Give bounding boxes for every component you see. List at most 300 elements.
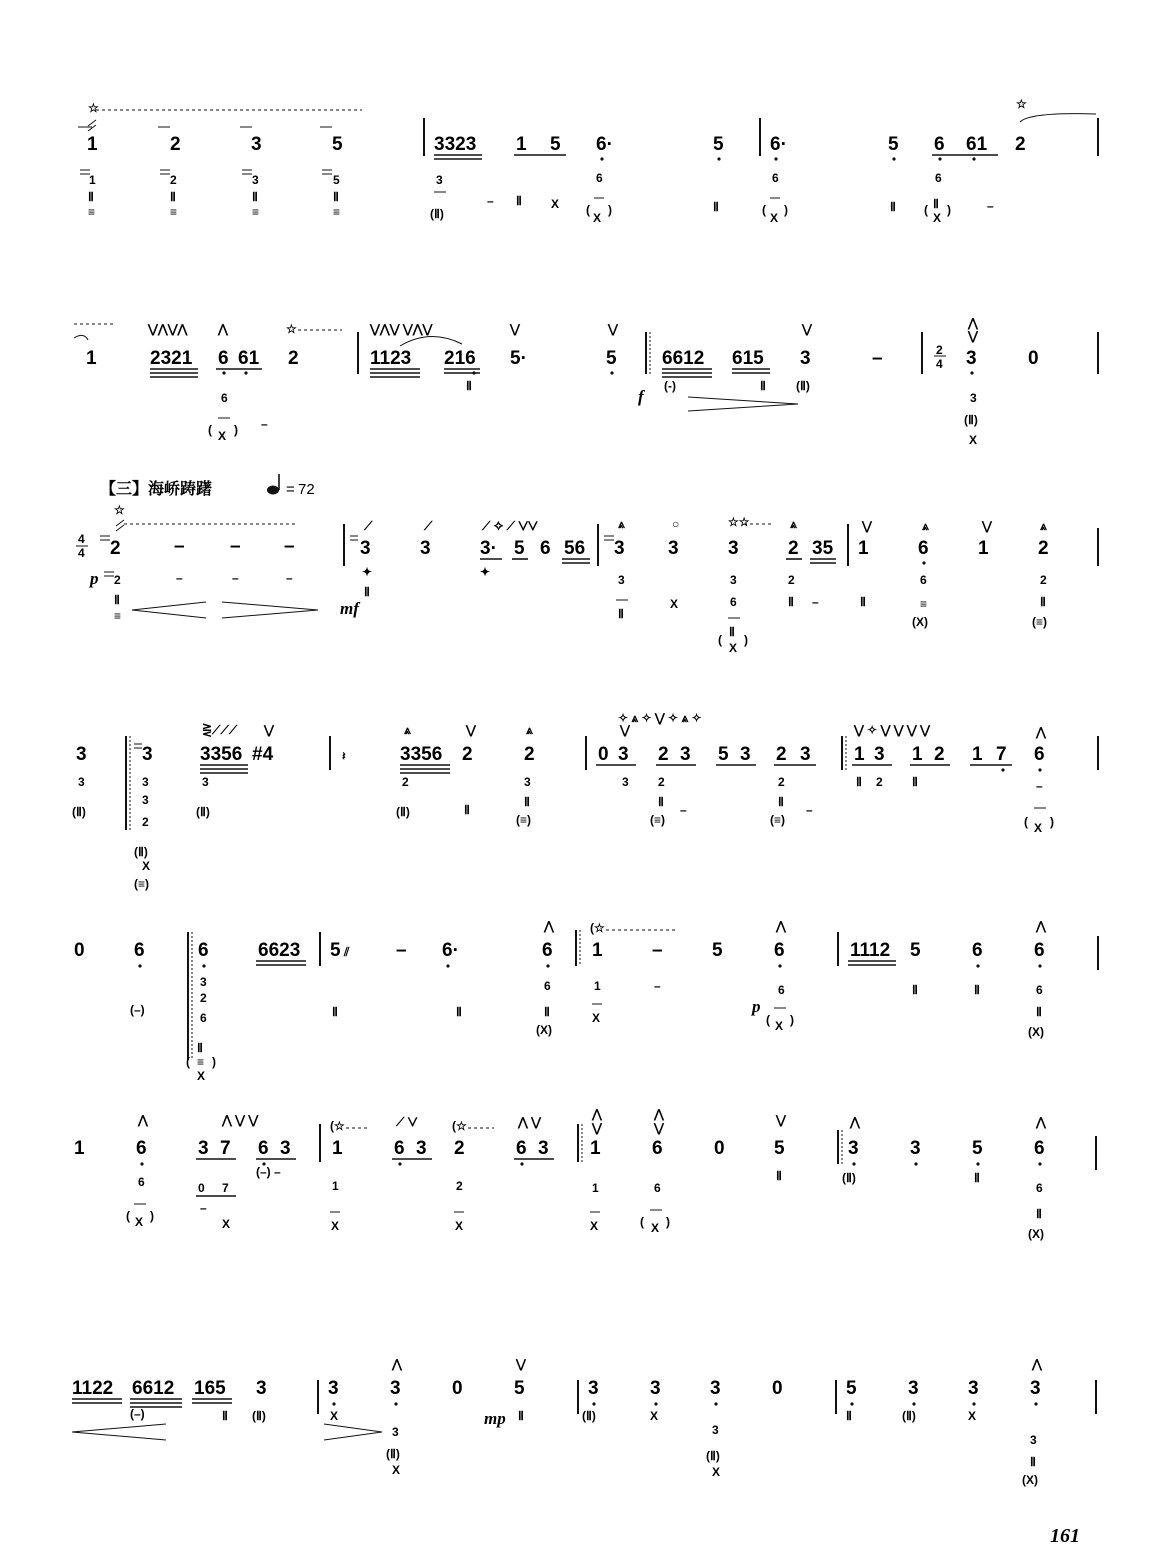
note: 6· <box>770 134 787 155</box>
score-mark: X <box>592 1011 601 1025</box>
score-line-mark <box>600 157 603 160</box>
note: 6 <box>134 940 145 961</box>
score-mark: ≡ <box>252 205 260 219</box>
score-mark: X <box>712 1465 721 1479</box>
page-number: 161 <box>1050 1525 1080 1547</box>
score-mark: ⋀ <box>592 1107 602 1121</box>
score-mark: X <box>330 1409 339 1423</box>
note: 5 <box>774 1138 785 1159</box>
score-mark: X <box>142 859 151 873</box>
score-mark: 6 <box>1036 983 1043 997</box>
score-mark: 3 <box>622 775 629 789</box>
score-mark: Ⅱ <box>1040 595 1046 609</box>
note: 1123 <box>370 348 412 369</box>
score-line-mark <box>116 520 124 531</box>
note: 5 <box>330 940 341 961</box>
score-mark: 2 <box>876 775 883 789</box>
note: 3 <box>910 1138 921 1159</box>
note: 3 <box>588 1378 599 1399</box>
note: 3 <box>420 538 431 559</box>
score-mark: ⩓ <box>922 519 929 533</box>
score-line-mark <box>398 1162 401 1165</box>
score-mark: 4 <box>78 532 85 546</box>
score-mark: ( <box>762 203 766 217</box>
score-line-mark <box>610 371 613 374</box>
note: 0 <box>1028 348 1039 369</box>
score-line-mark <box>778 964 781 967</box>
score-mark: ) <box>150 1209 154 1223</box>
score-mark: – <box>654 979 661 993</box>
note: 2 <box>462 744 473 765</box>
score-mark: ⋀ <box>654 1107 664 1121</box>
score-mark: 2 <box>200 991 207 1005</box>
score-mark: Ⅱ <box>170 190 176 204</box>
score-mark: ⋀ <box>850 1115 860 1129</box>
note: 1122 <box>72 1378 114 1399</box>
note: – <box>284 536 295 557</box>
score-mark: (Ⅱ) <box>396 805 410 819</box>
score-mark: 3 <box>730 573 737 587</box>
note: 3· <box>480 538 497 559</box>
score-mark: X <box>590 1219 599 1233</box>
note: 61 <box>966 134 988 155</box>
note: 35 <box>812 538 834 559</box>
score-mark: ⟋ ⋁ <box>396 1115 418 1129</box>
score-mark: 3 <box>1030 1433 1037 1447</box>
score-mark: 3 <box>436 173 443 187</box>
score-mark: ⋀ <box>1036 725 1046 739</box>
score-mark: 4 <box>936 357 943 371</box>
score-mark: ✧ ⩓ ✧ ⋁ ✧ ⩓ ✧ <box>618 711 702 725</box>
note: 615 <box>732 348 764 369</box>
score-mark: 5 <box>333 173 340 187</box>
score-mark: (≡) <box>770 813 785 827</box>
score-line-mark <box>976 964 979 967</box>
note: 6 <box>918 538 929 559</box>
score-mark: ) <box>608 203 612 217</box>
score-mark: ⋀ <box>544 919 554 933</box>
score-mark: ⟋ <box>424 519 433 533</box>
score-mark: 1 <box>594 979 601 993</box>
score-mark: Ⅱ <box>1036 1207 1042 1221</box>
score-mark: ⋁ <box>776 1113 786 1127</box>
note: 5 <box>713 134 724 155</box>
score-mark: ( <box>126 1209 130 1223</box>
score-mark: Ⅱ <box>197 1041 203 1055</box>
note: 2 <box>170 134 181 155</box>
note: 5 <box>712 940 723 961</box>
score-mark: Ⅱ <box>713 200 719 214</box>
note: 3 <box>538 1138 549 1159</box>
score-line-mark <box>970 371 973 374</box>
score-line-mark <box>1038 964 1041 967</box>
score-mark: – <box>232 571 239 585</box>
score-mark: X <box>551 197 560 211</box>
score-mark: ( <box>186 1055 190 1069</box>
score-mark: ( <box>718 633 722 647</box>
score-mark: ☆ <box>114 503 125 517</box>
score-mark: ⋀ <box>1032 1357 1042 1371</box>
note: 6 <box>258 1138 269 1159</box>
score-mark: ( <box>1024 815 1028 829</box>
score-mark: ) <box>666 1215 670 1229</box>
note: 3 <box>966 348 977 369</box>
note: #4 <box>252 744 274 765</box>
score-mark: (Ⅱ) <box>796 379 810 393</box>
score-mark: 7 <box>222 1181 229 1195</box>
score-mark: Ⅱ <box>760 379 766 393</box>
score-mark: ( <box>640 1215 644 1229</box>
score-mark: – <box>487 194 494 208</box>
score-line-mark <box>688 397 798 411</box>
score-mark: ( <box>208 423 212 437</box>
note: 2321 <box>150 348 193 369</box>
score-mark: (Ⅱ) <box>430 207 444 221</box>
score-line-mark <box>222 602 318 618</box>
score-line-mark <box>774 157 777 160</box>
score-mark: (☆ <box>330 1119 345 1133</box>
note: 5 <box>910 940 921 961</box>
note: 2 <box>658 744 669 765</box>
score-mark: 6 <box>1036 1181 1043 1195</box>
note: 7 <box>220 1138 231 1159</box>
score-line-mark <box>922 561 925 564</box>
score-mark: ⟋ <box>364 519 373 533</box>
score-mark: X <box>650 1409 659 1423</box>
note: 3 <box>668 538 679 559</box>
score-line-mark <box>1038 1162 1041 1165</box>
score-mark: 6 <box>200 1011 207 1025</box>
score-mark: – <box>261 417 268 431</box>
score-mark: Ⅱ <box>776 1169 782 1183</box>
note: 3 <box>198 1138 209 1159</box>
note-group: 3323 <box>434 134 477 155</box>
score-mark: ( <box>924 203 928 217</box>
score-mark: ⩓ <box>404 723 411 737</box>
note: 6 <box>394 1138 405 1159</box>
score-mark: ) <box>784 203 788 217</box>
score-mark: p <box>90 569 99 588</box>
score-mark: ) <box>234 423 238 437</box>
score-mark: f <box>638 387 644 406</box>
note: 1112 <box>850 940 891 961</box>
score-mark: ⋁ <box>620 723 630 737</box>
note: 61 <box>238 348 260 369</box>
score-line-mark <box>972 1402 975 1405</box>
score-mark: X <box>1034 821 1043 835</box>
score-mark: ⟋ ✧ ⟋ ⋁⋁ <box>482 519 538 533</box>
note: 3356 <box>200 744 243 765</box>
score-mark: (☆ <box>590 921 605 935</box>
score-mark: X <box>770 211 779 225</box>
score-mark: (–) <box>130 1003 145 1017</box>
score-mark: Ⅱ <box>524 795 530 809</box>
score-line-mark <box>654 1402 657 1405</box>
score-mark: 6 <box>654 1181 661 1195</box>
score-mark: Ⅱ <box>518 1409 524 1423</box>
score-mark: 3 <box>970 391 977 405</box>
note: 3 <box>618 744 629 765</box>
note: 3 <box>650 1378 661 1399</box>
score-mark: 6 <box>544 979 551 993</box>
note: 6 <box>652 1138 663 1159</box>
note: 3 <box>800 744 811 765</box>
score-line-mark <box>914 1162 917 1165</box>
score-mark: 1 <box>332 1179 339 1193</box>
note: 2 <box>788 538 799 559</box>
score-line-4 <box>72 711 1098 891</box>
score-mark: 2 <box>778 775 785 789</box>
score-mark: (≡) <box>650 813 665 827</box>
score-mark: Ⅱ <box>516 194 522 208</box>
note: 6 <box>542 940 553 961</box>
note: 3356 <box>400 744 443 765</box>
note: 3 <box>1030 1378 1041 1399</box>
note: 3 <box>390 1378 401 1399</box>
note: 5 <box>514 1378 525 1399</box>
note: 7 <box>996 744 1007 765</box>
score-mark: (Ⅱ) <box>386 1447 400 1461</box>
note: 5 <box>332 134 343 155</box>
note: 6 <box>218 348 229 369</box>
score-mark: 6 <box>935 171 942 185</box>
score-mark: ⋁ ✧ ⋁ ⋁ ⋁ ⋁ <box>854 723 930 737</box>
score-mark: mf <box>340 599 359 618</box>
score-mark: 6 <box>730 595 737 609</box>
note: 6 <box>1034 744 1045 765</box>
score-line-mark <box>72 1424 166 1440</box>
score-mark: ) <box>212 1055 216 1069</box>
note: 6 <box>774 940 785 961</box>
note: 0 <box>452 1378 463 1399</box>
score-mark: – <box>812 595 819 609</box>
note: 3 <box>360 538 371 559</box>
note: 0 <box>772 1378 783 1399</box>
note: 2 <box>934 744 945 765</box>
score-mark: X <box>392 1463 401 1477</box>
score-mark: Ⅱ <box>860 595 866 609</box>
note: 1 <box>590 1138 601 1159</box>
note: 3 <box>680 744 691 765</box>
score-mark: ☆ <box>88 101 99 115</box>
score-mark: ⋀ <box>138 1113 148 1127</box>
score-line-mark <box>972 157 975 160</box>
score-line-mark <box>850 1402 853 1405</box>
score-mark: ⋛⟋⟋⟋ <box>202 723 238 737</box>
score-mark: X <box>651 1221 660 1235</box>
score-mark: ⩓ <box>790 517 797 531</box>
score-mark: – <box>176 571 183 585</box>
score-line-mark <box>546 964 549 967</box>
score-mark: ⋁ <box>968 329 978 343</box>
score-mark: Ⅱ <box>333 190 339 204</box>
note: 3 <box>251 134 262 155</box>
score-mark: (X) <box>1022 1473 1038 1487</box>
score-mark: 1 <box>592 1181 599 1195</box>
score-mark: Ⅱ <box>974 983 980 997</box>
score-line-mark <box>892 157 895 160</box>
note: 6· <box>442 940 459 961</box>
score-line-mark <box>244 371 247 374</box>
note: 3 <box>874 744 885 765</box>
score-mark: (Ⅱ) <box>252 1409 266 1423</box>
score-mark: Ⅱ <box>1030 1455 1036 1469</box>
score-mark: 3 <box>142 793 149 807</box>
score-mark: 3 <box>712 1423 719 1437</box>
score-mark: ☆ <box>286 322 297 336</box>
note: 3 <box>256 1378 267 1399</box>
note: 3 <box>728 538 739 559</box>
score-line-1 <box>78 97 1098 225</box>
score-line-mark <box>132 602 206 618</box>
score-mark: Ⅱ <box>464 803 470 817</box>
score-mark: 3 <box>618 573 625 587</box>
note: 3 <box>848 1138 859 1159</box>
score-line-2 <box>74 316 1098 447</box>
note: 3 <box>416 1138 427 1159</box>
score-mark: (☆ <box>452 1119 467 1133</box>
score-mark: 3 <box>252 173 259 187</box>
score-mark: (≡) <box>134 877 149 891</box>
score-line-mark <box>267 486 279 495</box>
score-line-mark <box>912 1402 915 1405</box>
score-mark: 𝄽 <box>342 749 346 763</box>
score-mark: 6 <box>221 391 228 405</box>
note: 1 <box>332 1138 343 1159</box>
score-mark: 3 <box>202 775 209 789</box>
score-mark: Ⅱ <box>912 775 918 789</box>
score-mark: Ⅱ <box>544 1005 550 1019</box>
score-mark: ⋁ <box>516 1357 526 1371</box>
score-line-mark <box>1020 114 1096 122</box>
score-mark: 6 <box>920 573 927 587</box>
score-mark: 2 <box>658 775 665 789</box>
score-mark: 3 <box>524 775 531 789</box>
note: 3 <box>908 1378 919 1399</box>
score-mark: ⩓ <box>526 723 533 737</box>
score-mark: ⫽ <box>344 945 350 959</box>
score-mark: ⋀ <box>1036 919 1046 933</box>
score-mark: ⋀ <box>968 316 978 330</box>
note: 5 <box>888 134 899 155</box>
score-mark: ) <box>1050 815 1054 829</box>
score-mark: (Ⅱ) <box>902 1409 916 1423</box>
score-line-mark <box>1001 768 1004 771</box>
score-mark: ) <box>790 1013 794 1027</box>
note: – <box>230 536 241 557</box>
score-mark: ⋀ ⋁ <box>518 1115 542 1129</box>
note: 3 <box>142 744 153 765</box>
score-mark: Ⅱ <box>658 795 664 809</box>
score-mark: ≡ <box>197 1055 205 1069</box>
note: 5 <box>718 744 729 765</box>
score-line-mark <box>446 964 449 967</box>
score-mark: Ⅱ <box>114 593 120 607</box>
score-line-3 <box>76 503 1098 655</box>
score-mark: Ⅱ <box>933 197 939 211</box>
note: 3 <box>710 1378 721 1399</box>
score-mark: (X) <box>912 615 928 629</box>
score-mark: Ⅱ <box>466 379 472 393</box>
score-mark: 2 <box>402 775 409 789</box>
score-mark: – <box>680 803 687 817</box>
score-mark: (Ⅱ) <box>196 805 210 819</box>
score-mark: ⋁ <box>862 519 872 533</box>
score-mark: ⋁ <box>592 1121 602 1135</box>
score-mark: X <box>593 211 602 225</box>
score-mark: 6 <box>772 171 779 185</box>
score-mark: 3 <box>392 1425 399 1439</box>
score-mark: Ⅱ <box>618 607 624 621</box>
score-mark: Ⅱ <box>846 1409 852 1423</box>
score-mark: Ⅱ <box>890 200 896 214</box>
score-line-mark <box>332 1402 335 1405</box>
score-mark: ⋁ <box>802 322 812 336</box>
score-mark: (X) <box>1028 1227 1044 1241</box>
score-mark: ⋀ <box>218 322 228 336</box>
note: 5 <box>514 538 525 559</box>
note: 5· <box>510 348 527 369</box>
score-mark: 2 <box>1040 573 1047 587</box>
score-mark: Ⅱ <box>912 983 918 997</box>
note: 1 <box>912 744 923 765</box>
score-mark: Ⅱ <box>332 1005 338 1019</box>
note: 1 <box>516 134 527 155</box>
score-mark: Ⅱ <box>364 585 370 599</box>
score-line-mark <box>938 157 941 160</box>
score-mark: ☆☆ <box>728 515 750 529</box>
note: 6623 <box>258 940 301 961</box>
score-mark: ⋀ <box>392 1357 402 1371</box>
score-mark: ≡ <box>114 609 122 623</box>
score-line-mark <box>74 335 88 340</box>
score-mark: 2 <box>114 573 121 587</box>
note: 56 <box>564 538 586 559</box>
score-line-mark <box>138 964 141 967</box>
score-mark: ○ <box>672 517 680 531</box>
note: 6612 <box>662 348 705 369</box>
score-mark: Ⅱ <box>729 625 735 639</box>
note: 5 <box>606 348 617 369</box>
score-mark: ⋁ <box>510 322 520 336</box>
score-mark: ☆ <box>1016 97 1027 111</box>
score-mark: X <box>197 1069 206 1083</box>
score-mark: – <box>200 1201 207 1215</box>
note: 5 <box>550 134 561 155</box>
score-mark: X <box>969 433 978 447</box>
score-mark: 3 <box>142 775 149 789</box>
note: 2 <box>1015 134 1026 155</box>
score-mark: 2 <box>456 1179 463 1193</box>
score-mark: ) <box>947 203 951 217</box>
score-mark: (Ⅱ) <box>706 1449 720 1463</box>
note: 1 <box>854 744 865 765</box>
score-mark: Ⅱ <box>788 595 794 609</box>
score-line-mark <box>520 1162 523 1165</box>
score-mark: (Ⅱ) <box>842 1171 856 1185</box>
section-title: 【三】海峤踌躇 <box>100 479 213 498</box>
section-header <box>100 474 315 498</box>
score-mark: ⋀ <box>1036 1115 1046 1129</box>
score-mark: ✦ <box>480 565 491 579</box>
score-mark: 2 <box>788 573 795 587</box>
note: 1 <box>858 538 869 559</box>
score-mark: (≡) <box>1032 615 1047 629</box>
note: 1 <box>86 348 97 369</box>
score-mark: 3 <box>200 975 207 989</box>
score-mark: Ⅱ <box>974 1171 980 1185</box>
score-mark: (Ⅱ) <box>134 845 148 859</box>
